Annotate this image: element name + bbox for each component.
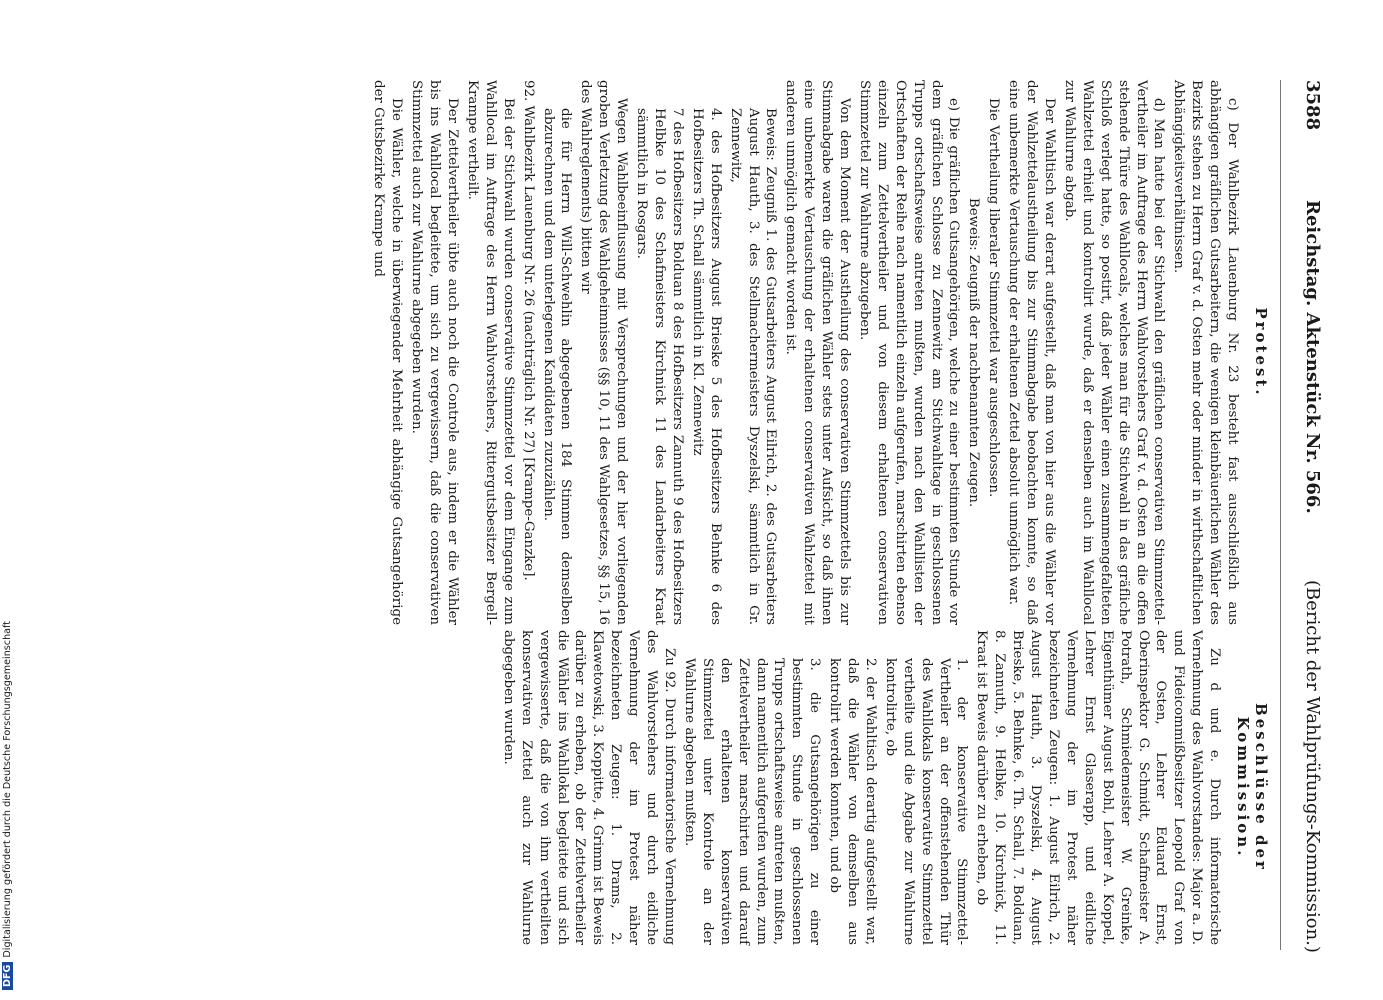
page-subtitle: (Bericht der Wahlprüfungs-Kommission.) bbox=[1302, 580, 1323, 953]
protest-paragraph: Die Vertheilung liberaler Stimmzettel war ausgeschlossen. bbox=[986, 98, 1002, 498]
credit-text: Digitalisierung gefördert durch die Deutsche Forschungsgemeinschaft bbox=[2, 621, 13, 958]
protest-evidence: 4. des Hofbesitzers August Brieske 5 des Hofbesitzers Behnke 6 des Hofbesitzers Th. Schall sämmtlich in Kl. Zennewitz bbox=[689, 108, 723, 625]
protest-paragraph: die für Herrn Will-Schwehlin abgegebenen 184 Stimmen demselben abzurechnen und dem unterlegenen Kandidaten zuzuzählen. bbox=[540, 108, 574, 625]
page-header bbox=[1283, 80, 1323, 960]
protest-paragraph: Der Zettelvertheiler übte auch noch die Controle aus, indem er die Wähler bis ins Wahllocal begleitete, um sich zu vergewissern, daß die conservativen Stimmzettel auch zur Wahlurne abgegeben wurden. bbox=[409, 80, 461, 625]
resolution-item: 2. der Wahltisch derartig aufgestellt war, daß die Wähler von demselben aus kontrolirt werden konnten, und ob bbox=[827, 658, 878, 945]
protest-paragraph: d) Man hatte bei der Stichwahl den gräflichen conservativen Stimmzettel-Vertheiler im Auftrage des Herrn Wahlvorstehers Graf v. d. Osten an die offen stehende Thüre des Wahllocals, welches man für die Stichwahl in das gräfliche Schloß verlegt hatte, so postirt, daß jeder Wähler einen zusammengefalteten Wahlzettel erhielt und kontrolirt wurde, daß er denselben auch im Wahllocal zur Wahlurne abgab. bbox=[1061, 80, 1167, 625]
protest-paragraph: Der Wahltisch war derart aufgestellt, daß man von hier aus die Wähler vor der Wahlzettelaustheilung bis zur Stimmabgabe beobachten konnte, so daß eine unbemerkte Vertauschung der erhaltenen Zettel absolut unmöglich war. bbox=[1006, 80, 1058, 625]
resolutions-column bbox=[497, 630, 1273, 945]
page-title: Reichstag. Aktenstück Nr. 566. bbox=[1302, 200, 1323, 514]
digitization-credit bbox=[2, 550, 13, 990]
page-number: 3588 bbox=[1302, 80, 1323, 131]
protest-paragraph: e) Die gräflichen Gutsangehörigen, welche zu einer bestimmten Stunde vor dem gräflichen Schlosse zu Zennewitz am Stichwahltage in geschlossenen Trupps ortschaftsweise antreten mußten, wurden nach den Wahllisten der Ortschaften der Reihe nach namentlich einzeln aufgerufen, marschirten ebenso einzeln zum Zettelvertheiler und von diesem erhaltenen conservativen Stimmzettel zur Wahlurne abzugeben. bbox=[856, 80, 962, 625]
protest-column bbox=[368, 80, 1274, 625]
protest-paragraph: Die Wähler, welche in überwiegender Mehrheit abhängige Gutsangehörige der Gutsbezirke Krampe und bbox=[371, 80, 405, 625]
resolution-paragraph: Zu d und e. Durch informatorische Vernehmung des Wahlvorstandes: Major a. D. und Fideicommißbesitzer Leopold Graf von der Osten, Lehrer Eduard Ernst, Oberinspektor G. Schmidt, Schafmeister A. Potrath, Schmiedemeister W. Greinke, Eigenthümer August Bohl, Lehrer A. Koppel, Lehrer Ernst Glaserapp, und eidliche Vernehmung der im Protest näher bezeichneten Zeugen: 1. August Eilrich, 2. August Hauth, 3. Dyszelski, 4. August Brieske, 5. Behnke, 6. Th. Schall, 7. Bolduan, 8. Zannuth, 9. Helbke, 10. Kirchnick, 11. Kraat ist Beweis darüber zu erheben, ob bbox=[974, 630, 1223, 945]
header-rule bbox=[1280, 80, 1281, 950]
protest-heading: Protest. bbox=[1252, 307, 1270, 398]
protest-evidence: 7 des Hofbesitzers Bolduan 8 des Hofbesitzers Zannuth 9 des Hofbesitzers Helbke 10 des Schafmeisters Kirchnick 11 des Landarbeiters Kraat sämmtlich in Rosgars. bbox=[634, 108, 685, 625]
protest-paragraph: Bei der Stichwahl wurden conservative Stimmzettel vor dem Eingange zum Wahllocal im Auftrage des Herrn Wahlvorstehers, Rittergutsbesitzer Bergell-Krampe vertheilt. bbox=[464, 80, 516, 625]
protest-evidence: Beweis: Zeugniß der nachbenannten Zeugen. bbox=[966, 197, 982, 508]
resolution-paragraph: Zu 92. Durch informatorische Vernehmung des Wahlvorstehers und durch eidliche Vernehmung der im Protest näher bezeichneten Zeugen: 1. Drams, 2. Klawetowski, 3. Koppitte, 4. Grimm ist Beweis darüber zu erheben, ob der Zettelvertheiler die Wähler ins Wahllokal begleitete und sich vergewisserte, daß die von ihm vertheilten konservativen Zettel auch zur Wahlurne abgegeben wurden. bbox=[500, 630, 677, 945]
protest-paragraph: Wegen Wahlbeeinflussung mit Versprechungen und der hier vorliegenden groben Verletzung des Wahlgeheimnisses (§§ 10, 11 des Wahlgesetzes, §§ 15, 16 des Wahlreglements) bitten wir bbox=[578, 80, 630, 625]
protest-paragraph: c) Der Wahlbezirk Lauenburg Nr. 23 besteht fast ausschließlich aus abhängigen gräflichen Gutsarbeitern, die wenigen kleinbäuerlichen Wähler des Bezirks stehen zu Herrn Graf v. d. Osten mehr oder minder in wirthschaftlichen Abhängigkeitsverhältnissen. bbox=[1171, 80, 1241, 625]
resolutions-heading: Beschlüsse der Kommission. bbox=[1234, 703, 1270, 872]
protest-evidence: Beweis: Zeugniß 1. des Gutsarbeiters August Eilrich, 2. des Gutsarbeiters August Hauth, 3. des Stellmachermeisters Dyszelski, sämmtlich in Gr. Zennewitz, bbox=[727, 108, 779, 625]
resolution-item: 3. die Gutsangehörigen zu einer bestimmten Stunde in geschlossenen Trupps ortschaftsweise antreten mußten, dann namentlich aufgerufen wurden, zum Zettelvertheiler marschirten und darauf den erhaltenen konservativen Stimmzettel unter Kontrole an der Wahlurne abgeben mußten. bbox=[681, 658, 823, 945]
section-heading: 92. Wahlbezirk Lauenburg Nr. 26 (nachträglich Nr. 27) [Krampe-Ganzke]. bbox=[520, 80, 536, 581]
dfg-logo: DFG bbox=[2, 962, 13, 990]
resolution-item: 1. der konservative Stimmzettel-Vertheiler an der offenstehenden Thür des Wahllokals konservative Stimmzettel vertheilte und die Abgabe zur Wahlurne kontrolirte, ob bbox=[882, 658, 970, 945]
protest-paragraph: Von dem Moment der Austheilung des conservativen Stimmzettels bis zur Stimmabgabe waren die gräflichen Wähler stets unter Aufsicht, so daß ihnen eine unbemerkte Vertauschung der erhaltenen conservativen Wahlzettel mit anderen unmöglich gemacht worden ist. bbox=[783, 80, 853, 625]
